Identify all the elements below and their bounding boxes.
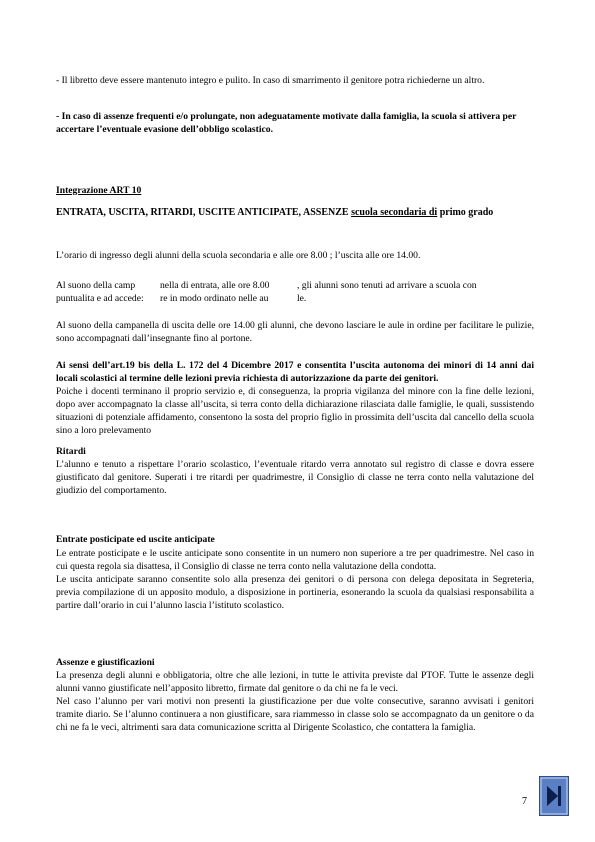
intro-paragraph-assenze: - In caso di assenze frequenti e/o prolungate, non adeguatamente motivate dalla famiglia, la scuola si attivera per accertare l’eventuale evasione dell’obbligo scolastico. (56, 111, 517, 135)
fragment-col3-line2: le. (297, 293, 307, 304)
legge-bold-paragraph: Ai sensi dell’art.19 bis della L. 172 del 4 Dicembre 2017 e consentita l’uscita autonoma dei minori di 14 anni dai locali scolastici al termine delle lezioni previa richiesta di autorizzazione da parte dei genitori. (56, 360, 534, 384)
section-heading (56, 206, 534, 219)
ritardi-paragraph: L’alunno e tenuto a rispettare l’orario scolastico, l’eventuale ritardo verra annotato sul registro di classe e dovra essere giustificato dal genitore. Superati i tre ritardi per quadrimestre, il Consiglio di classe ne terra conto nella valutazione del giudizio del comportamento. (56, 459, 534, 496)
skip-forward-icon (540, 777, 568, 815)
uscita-paragraph: Al suono della campanella di uscita delle ore 14.00 gli alunni, che devono lasciare le aule in ordine per facilitare le pulizie, sono accompagnati dall’insegnante fino al portone. (56, 320, 534, 344)
section-integrazione-title: Integrazione ART 10 (56, 185, 142, 196)
entrate-paragraph-1: Le entrate posticipate e le uscite anticipate sono consentite in un numero non superiore a tre per quadrimestre. Nel caso in cui questa regola sia disattesa, il Consiglio di classe ne terra conto nella valutazione della condotta. (56, 548, 534, 572)
ritardi-title: Ritardi (56, 446, 86, 457)
next-page-button[interactable] (539, 776, 569, 816)
page-number: 7 (522, 796, 527, 807)
fragment-col2-line1: nella di entrata, alle ore 8.00 (160, 280, 270, 291)
fragment-col2 (160, 279, 292, 305)
fragment-col3-line1: , gli alunni sono tenuti ad arrivare a scuola con (297, 280, 477, 291)
assenze-paragraph-1: La presenza degli alunni e obbligatoria, oltre che alle lezioni, in tutte le attivita previste dal PTOF. Tutte le assenze degli alunni vanno giustificate nell’apposito libretto, firmate dal genitore o da chi ne fa le veci. (56, 670, 534, 694)
section-heading-main: ENTRATA, USCITA, RITARDI, USCITE ANTICIPATE, ASSENZE (56, 207, 352, 218)
entrate-paragraph-2: Le uscita anticipate saranno consentite solo alla presenza dei genitori o di persona con delega depositata in Segreteria, previa compilazione di un apposito modulo, a disposizione in portineria, esonerando la scuola da qualsiasi responsabilita a partire dall’orario in cui l’alunno lascia l’istituto scolastico. (56, 574, 534, 611)
section-heading-underlined: scuola secondaria di (351, 207, 438, 218)
section-heading-tail: primo grado (437, 207, 494, 218)
fragment-col3 (297, 279, 537, 305)
fragment-col1-line1: Al suono della camp (56, 280, 136, 291)
entrate-title: Entrate posticipate ed uscite anticipate (56, 534, 215, 545)
intro-paragraph-libretto: - Il libretto deve essere mantenuto integro e pulito. In caso di smarrimento il genitore potra richiederne un altro. (56, 75, 485, 86)
assenze-paragraph-2: Nel caso l’alunno per vari motivi non presenti la giustificazione per due volte consecutive, saranno avvisati i genitori tramite diario. Se l’alunno continuera a non giustificare, sara riammesso in classe solo se accompagnato da un genitore o da chi ne fa le veci, altrimenti sara data comunicazione scritta al Dirigente Scolastico, che contattera la famiglia. (56, 696, 534, 733)
fragment-col2-line2: re in modo ordinato nelle au (160, 293, 269, 304)
orario-paragraph: L’orario di ingresso degli alunni della scuola secondaria e alle ore 8.00 ; l’uscita alle ore 14.00. (56, 250, 421, 261)
assenze-title: Assenze e giustificazioni (56, 657, 155, 668)
fragment-col1 (56, 279, 160, 305)
fragment-col1-line2: puntualita e ad accede: (56, 293, 144, 304)
legge-text-paragraph: Poiche i docenti terminano il proprio servizio e, di conseguenza, la propria vigilanza del minore con la fine delle lezioni, dopo aver accompagnato la classe all’uscita, si terra conto della dichiarazione rilasciata dalle famiglie, le quali, sussistendo situazioni di potenziale affidamento, consentono la sosta del proprio figlio in prossimita dell’uscita dal cancello della scuola sino a loro prelevamento (56, 386, 534, 436)
